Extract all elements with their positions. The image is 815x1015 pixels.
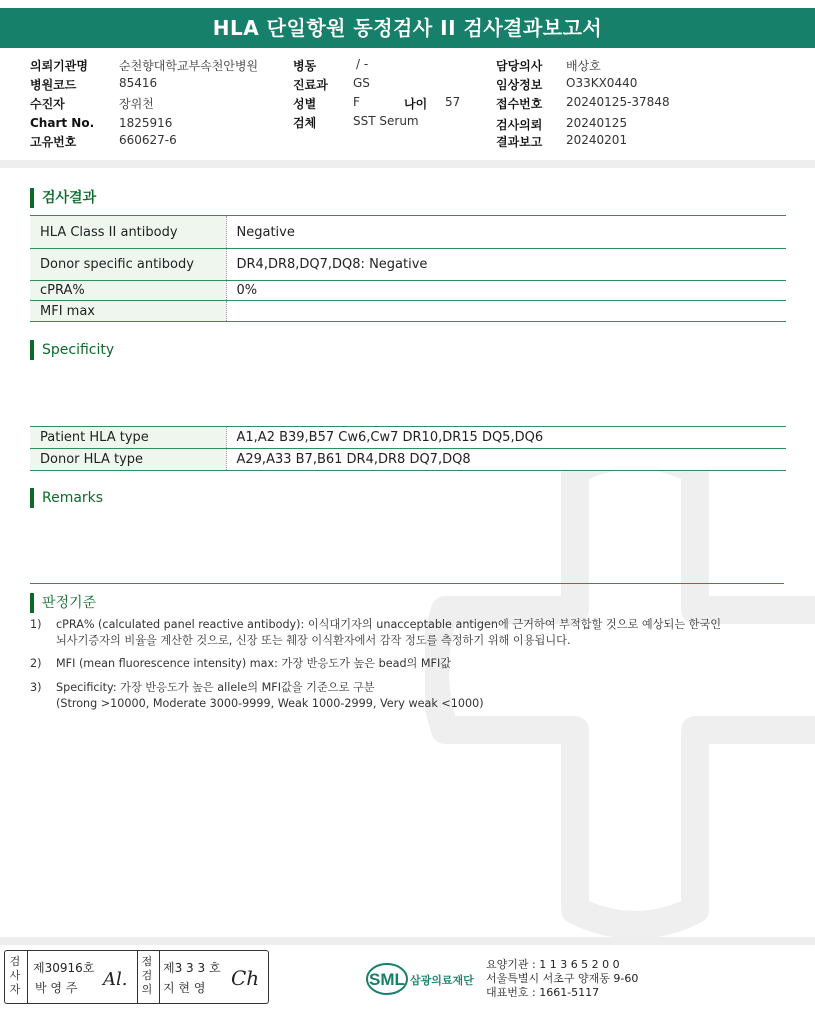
checker-name: 지 현 영 <box>163 981 206 995</box>
info-label: 병동 <box>293 59 317 73</box>
company-code: 요양기관 : 1 1 3 6 5 2 0 0 <box>486 958 620 971</box>
divider <box>159 951 160 1003</box>
checker-vertical-label <box>140 955 156 997</box>
hla-key: Patient HLA type <box>30 427 226 449</box>
result-key: Donor specific antibody <box>30 249 226 281</box>
info-label: 임상정보 <box>496 78 543 92</box>
criteria-line: cPRA% (calculated panel reactive antibody): 이식대기자의 unacceptable antigen에 근거하여 부적합할 것으로 예상되는 한국인 <box>56 618 722 631</box>
company-info <box>486 958 638 1000</box>
info-value: / - <box>356 57 369 71</box>
divider <box>137 951 138 1003</box>
criteria-num: 3) <box>30 681 42 694</box>
criteria-divider <box>30 583 784 584</box>
info-label: 접수번호 <box>496 97 543 111</box>
divider <box>27 951 28 1003</box>
age-value: 57 <box>445 95 461 109</box>
hla-type-table <box>30 426 786 471</box>
info-label: 검체 <box>293 116 317 130</box>
info-label: 병원코드 <box>30 78 77 92</box>
table-row <box>30 216 786 249</box>
report-title: HLA 단일항원 동정검사 II 검사결과보고서 <box>0 8 815 48</box>
age-label: 나이 <box>404 97 428 111</box>
table-row <box>30 427 786 449</box>
section-title-remarks: Remarks <box>30 488 103 508</box>
info-value: O33KX0440 <box>566 76 638 90</box>
result-value: Negative <box>226 216 786 249</box>
sml-logo-icon <box>366 958 486 1000</box>
checker-signature: Ch <box>231 966 260 990</box>
company-address: 서울특별시 서초구 양재동 9-60 <box>486 972 639 985</box>
info-label: 고유번호 <box>30 135 77 149</box>
hla-value: A1,A2 B39,B57 Cw6,Cw7 DR10,DR15 DQ5,DQ6 <box>226 427 786 449</box>
info-label: 의뢰기관명 <box>30 59 88 73</box>
criteria-text <box>56 617 786 649</box>
section-title-specificity: Specificity <box>30 340 114 360</box>
hla-key: Donor HLA type <box>30 449 226 471</box>
criteria-text <box>56 656 786 672</box>
info-value: SST Serum <box>353 114 419 128</box>
info-value: 1825916 <box>119 116 173 130</box>
company-logo <box>366 958 486 1000</box>
section-title-results: 검사결과 <box>30 188 96 208</box>
criteria-line: 뇌사기증자의 비율을 계산한 것으로, 신장 또는 췌장 이식환자에서 감작 정도를 측정하기 위해 이용됩니다. <box>56 634 571 647</box>
signature-box <box>4 950 269 1004</box>
info-value: 20240125-37848 <box>566 95 670 109</box>
criteria-line: Specificity: 가장 반응도가 높은 allele의 MFI값을 기준으로 구분 <box>56 681 375 694</box>
logo-text: SML <box>369 970 405 989</box>
criteria-num: 1) <box>30 618 42 631</box>
company-name: 삼광의료재단 <box>410 974 474 987</box>
info-value: 20240201 <box>566 133 628 147</box>
table-row <box>30 301 786 322</box>
result-key: MFI max <box>30 301 226 322</box>
result-value <box>226 301 786 322</box>
info-value: 순천향대학교부속천안병원 <box>119 59 259 73</box>
info-label: 진료과 <box>293 78 328 92</box>
result-value: DR4,DR8,DQ7,DQ8: Negative <box>226 249 786 281</box>
tester-name: 박 영 주 <box>35 981 78 995</box>
criteria-line: MFI (mean fluorescence intensity) max: 가장 반응도가 높은 bead의 MFI값 <box>56 657 452 670</box>
tester-vertical-label <box>8 955 24 997</box>
info-label: 결과보고 <box>496 135 543 149</box>
info-value: F <box>353 95 360 109</box>
table-row <box>30 449 786 471</box>
info-value: 85416 <box>119 76 158 90</box>
table-row <box>30 281 786 301</box>
info-label: Chart No. <box>30 116 95 130</box>
info-value: GS <box>353 76 370 90</box>
tester-signature: Al. <box>103 969 128 990</box>
info-label: 검사의뢰 <box>496 118 543 132</box>
checker-number: 제3 3 3 호 <box>163 961 221 975</box>
info-label: 담당의사 <box>496 59 543 73</box>
info-value: 배상호 <box>566 59 601 73</box>
section-title-criteria: 판정기준 <box>30 593 96 613</box>
tester-label: 검사자 <box>9 955 21 996</box>
info-label: 수진자 <box>30 97 65 111</box>
criteria-num: 2) <box>30 657 42 670</box>
tester-number: 제30916호 <box>33 961 95 975</box>
company-phone: 대표번호 : 1661-5117 <box>486 986 600 999</box>
footer-separator <box>0 937 815 945</box>
info-value: 20240125 <box>566 116 628 130</box>
result-key: HLA Class II antibody <box>30 216 226 249</box>
info-value: 660627-6 <box>119 133 177 147</box>
info-value: 장위천 <box>119 97 154 111</box>
results-table <box>30 215 786 322</box>
criteria-text <box>56 680 786 712</box>
checker-label: 점검의 <box>141 955 153 996</box>
info-label: 성별 <box>293 97 317 111</box>
result-key: cPRA% <box>30 281 226 301</box>
criteria-line: (Strong >10000, Moderate 3000-9999, Weak 1000-2999, Very weak <1000) <box>56 697 484 710</box>
hla-value: A29,A33 B7,B61 DR4,DR8 DQ7,DQ8 <box>226 449 786 471</box>
result-value: 0% <box>226 281 786 301</box>
table-row <box>30 249 786 281</box>
separator <box>0 160 815 168</box>
patient-info <box>0 54 815 154</box>
